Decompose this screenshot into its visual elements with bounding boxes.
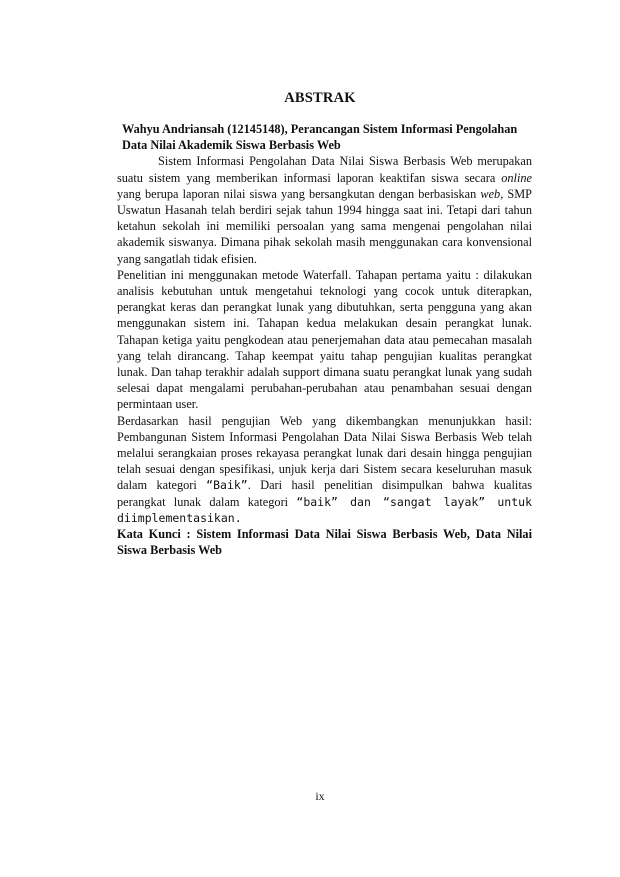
paragraph-1-text-b: yang berupa laporan nilai siswa yang bersangkutan dengan berbasiskan: [117, 186, 481, 201]
paragraph-3-text-b: . Dari hasil penelitian disimpulkan bahwa kualitas perangkat lunak dalam kategori: [117, 478, 532, 509]
paragraph-1-web: web,: [480, 186, 504, 201]
paragraph-2: Penelitian ini menggunakan metode Waterfall. Tahapan pertama yaitu : dilakukan analisis kebutuhan untuk mengetahui teknologi yang cocok untuk diterapkan, perangkat keras dan perangkat lunak yang dibutuhkan, serta pengguna yang akan menggunakan sistem ini. Tahapan kedua melakukan desain perangkat lunak. Tahapan ketiga yaitu pengkodean atau penerjemahan data atau pemecahan masalah yang telah dirancang. Tahap keempat yaitu tahap pengujian kualitas perangkat lunak. Dan tahap terakhir adalah support dimana suatu perangkat lunak yang sudah selesai dapat mengalami perubahan-perubahan atau penambahan sesuai dengan permintaan user.: [117, 267, 532, 412]
paragraph-3-quote: “baik” dan “sangat layak” untuk diimplementasikan.: [117, 494, 532, 525]
paragraph-3-text-a: Berdasarkan hasil pengujian Web yang dikembangkan menunjukkan hasil: Pembangunan Sistem Informasi Pengolahan Data Nilai Siswa Berbasis Web telah melalui serangkaian proses rekayasa perangkat lunak dari desain hingga pengujian telah sesuai dengan spesifikasi, unjuk kerja dari Sistem secara keseluruhan masuk dalam kategori: [117, 413, 532, 493]
author-heading-line2: Data Nilai Akademik Siswa Berbasis Web: [122, 138, 341, 153]
paragraph-3: [117, 413, 532, 526]
abstract-body: [117, 121, 532, 558]
page-number: ix: [315, 789, 325, 803]
author-heading: [117, 121, 532, 153]
paragraph-1: [117, 153, 532, 266]
abstract-title: ABSTRAK: [284, 90, 356, 106]
paragraph-1-online: online: [501, 170, 532, 185]
paragraph-1-text-a: Sistem Informasi Pengolahan Data Nilai Siswa Berbasis Web merupakan suatu sistem yang memberikan informasi laporan keaktifan siswa secara: [117, 154, 532, 185]
keywords: Kata Kunci : Sistem Informasi Data Nilai Siswa Berbasis Web, Data Nilai Siswa Berbasis Web: [117, 527, 532, 558]
author-heading-line1: Wahyu Andriansah (12145148), Perancangan Sistem Informasi Pengolahan: [122, 122, 518, 136]
paragraph-3-baik: “Baik”: [206, 478, 248, 493]
paragraph-1-text-c: SMP Uswatun Hasanah telah berdiri sejak tahun 1994 hingga saat ini. Tetapi dari tahun ketahun sekolah ini memiliki persoalan yang sama mengenai pengolahan nilai akademik siswanya. Dimana pihak sekolah masih menggunakan cara konvensional yang sangatlah tidak efisien.: [117, 186, 532, 266]
